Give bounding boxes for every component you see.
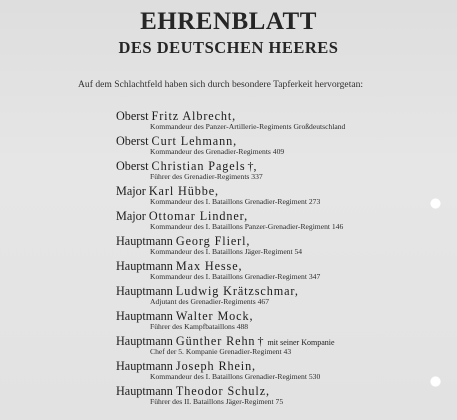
entry-name (116, 184, 219, 198)
entry-name (116, 384, 270, 398)
entry-rank: Hauptmann (116, 259, 173, 273)
entry-detail: Führer des Grenadier-Regiments 337 (150, 172, 263, 181)
honor-entry (0, 209, 457, 234)
entry-person: Georg Flierl, (175, 234, 251, 248)
entry-rank: Oberst (116, 159, 149, 173)
intro-text: Auf dem Schlachtfeld haben sich durch besondere Tapferkeit hervorgetan: (78, 79, 364, 90)
entry-detail: Kommandeur des I. Bataillons Jäger-Regiment 54 (150, 247, 303, 256)
entry-detail: Kommandeur des Grenadier-Regiments 409 (150, 147, 285, 156)
entry-person: Max Hesse, (175, 259, 243, 273)
entry-name (116, 209, 248, 223)
entry-person: Walter Mock, (175, 309, 254, 323)
death-cross-mark: †, (247, 159, 257, 173)
honor-entry (0, 134, 457, 159)
punch-hole (430, 376, 441, 387)
entry-person: Fritz Albrecht, (151, 109, 237, 123)
entry-detail: Kommandeur des I. Bataillons Grenadier-Regiment 273 (150, 197, 321, 206)
entry-person: Joseph Rhein, (175, 359, 257, 373)
entry-detail: Führer des II. Bataillons Jäger-Regiment 75 (150, 397, 284, 406)
entry-rank: Oberst (116, 109, 149, 123)
entry-detail: Kommandeur des Panzer-Artillerie-Regiments Großdeutschland (150, 122, 346, 131)
entry-name (116, 259, 242, 273)
honor-entry (0, 159, 457, 184)
entry-name (116, 284, 299, 298)
honor-entry (0, 309, 457, 334)
honor-entry (0, 384, 457, 409)
entry-rank: Hauptmann (116, 284, 173, 298)
death-cross-mark: † (257, 334, 264, 348)
entry-rank: Hauptmann (116, 359, 173, 373)
entry-name (116, 134, 237, 148)
entry-extra-note: mit seiner Kompanie (267, 338, 335, 347)
honor-entry (0, 184, 457, 209)
entry-rank: Major (116, 184, 146, 198)
entry-person: Curt Lehmann, (151, 134, 238, 148)
entry-rank: Major (116, 209, 146, 223)
punch-hole (430, 198, 441, 209)
honor-entry (0, 234, 457, 259)
entry-name (116, 109, 236, 123)
entry-detail: Kommandeur des I. Bataillons Grenadier-Regiment 347 (150, 272, 321, 281)
honor-entry (0, 359, 457, 384)
entry-rank: Oberst (116, 134, 149, 148)
entry-name (116, 234, 250, 248)
honor-entry (0, 109, 457, 134)
page-title: EHRENBLATT (140, 8, 317, 35)
honor-entry (0, 284, 457, 309)
entry-rank: Hauptmann (116, 309, 173, 323)
entry-person: Christian Pagels (151, 159, 246, 173)
entry-rank: Hauptmann (116, 384, 173, 398)
entry-person: Ludwig Krätzschmar, (175, 284, 299, 298)
honor-entry (0, 259, 457, 284)
entry-person: Ottomar Lindner, (148, 209, 249, 223)
entry-detail: Adjutant des Grenadier-Regiments 467 (150, 297, 269, 306)
entry-detail: Kommandeur des I. Bataillons Grenadier-Regiment 530 (150, 372, 321, 381)
entry-person: Karl Hübbe, (148, 184, 219, 198)
entry-detail: Chef der 5. Kompanie Grenadier-Regiment 43 (150, 347, 292, 356)
entry-person: Günther Rehn (175, 334, 256, 348)
entry-name (116, 309, 253, 323)
entry-rank: Hauptmann (116, 334, 173, 348)
entry-detail: Führer des Kampfbataillons 488 (150, 322, 249, 331)
honor-entry (0, 334, 457, 359)
entry-name (116, 359, 256, 373)
entry-name (116, 159, 257, 173)
page-subtitle: DES DEUTSCHEN HEERES (118, 38, 339, 57)
entry-rank: Hauptmann (116, 234, 173, 248)
entry-person: Theodor Schulz, (175, 384, 270, 398)
entry-detail: Kommandeur des I. Bataillons Panzer-Grenadier-Regiment 146 (150, 222, 344, 231)
